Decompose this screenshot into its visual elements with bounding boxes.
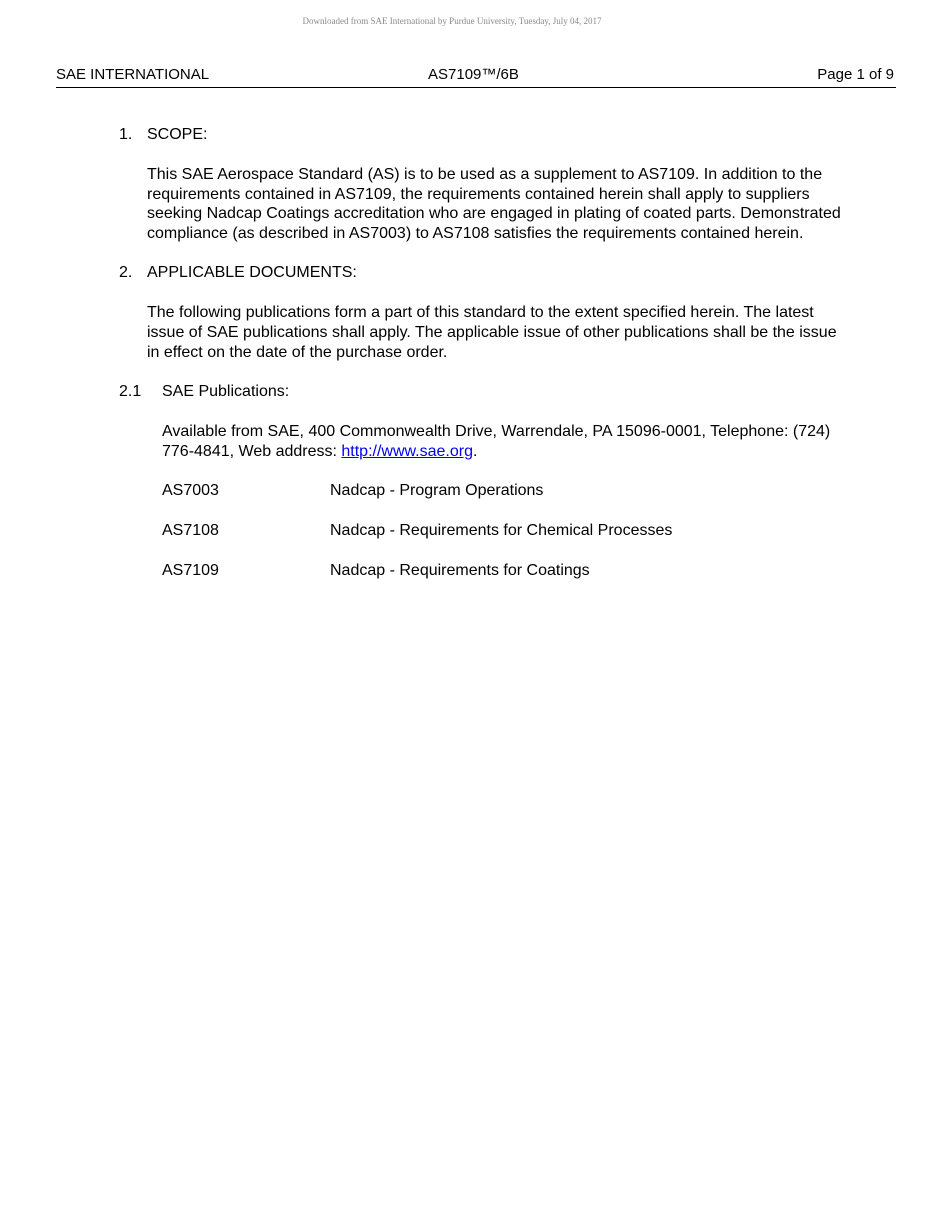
sae-publications-paragraph <box>162 422 852 461</box>
header-organization: SAE INTERNATIONAL <box>56 66 210 83</box>
document-body <box>0 125 950 601</box>
availability-period: . <box>473 442 478 460</box>
document-reference-row <box>0 521 950 541</box>
download-watermark: Downloaded from SAE International by Purdue University, Tuesday, July 04, 2017 <box>302 16 602 26</box>
section-title: APPLICABLE DOCUMENTS: <box>147 264 357 282</box>
document-id: AS7003 <box>162 482 219 500</box>
sae-website-link[interactable]: http://www.sae.org <box>341 442 473 460</box>
section-heading-scope <box>0 125 950 145</box>
section-number: 1. <box>119 126 133 143</box>
section-number: 2. <box>119 264 133 282</box>
document-title: Nadcap - Requirements for Chemical Processes <box>330 522 673 540</box>
header-document-number: AS7109™/6B <box>428 66 519 83</box>
section-title: SAE Publications: <box>162 383 290 401</box>
document-id: AS7109 <box>162 562 219 580</box>
applicable-documents-paragraph: The following publications form a part of this standard to the extent specified herein. The latest issue of SAE publications shall apply. The applicable issue of other publications shall be the issue in effect on the date of the purchase order. <box>147 304 837 361</box>
section-heading-applicable-documents <box>0 263 950 283</box>
scope-paragraph: This SAE Aerospace Standard (AS) is to be used as a supplement to AS7109. In addition to the requirements contained in AS7109, the requirements contained herein shall apply to suppliers seeking Nadcap Coatings accreditation who are engaged in plating of coated parts. Demonstrated compliance (as described in AS7003) to AS7108 satisfies the requirements contained herein. <box>147 166 841 242</box>
document-reference-row <box>0 481 950 501</box>
page-header <box>56 66 896 88</box>
document-title: Nadcap - Program Operations <box>330 482 544 500</box>
section-title: SCOPE: <box>147 126 208 143</box>
document-title: Nadcap - Requirements for Coatings <box>330 562 590 580</box>
document-id: AS7108 <box>162 522 219 540</box>
section-heading-sae-publications <box>0 382 950 402</box>
section-number: 2.1 <box>119 383 142 401</box>
header-page-number: Page 1 of 9 <box>817 66 894 83</box>
availability-text: Available from SAE, 400 Commonwealth Drive, Warrendale, PA 15096-0001, Telephone: (724) 776-4841, Web address: <box>162 423 831 460</box>
document-reference-row <box>0 561 950 581</box>
